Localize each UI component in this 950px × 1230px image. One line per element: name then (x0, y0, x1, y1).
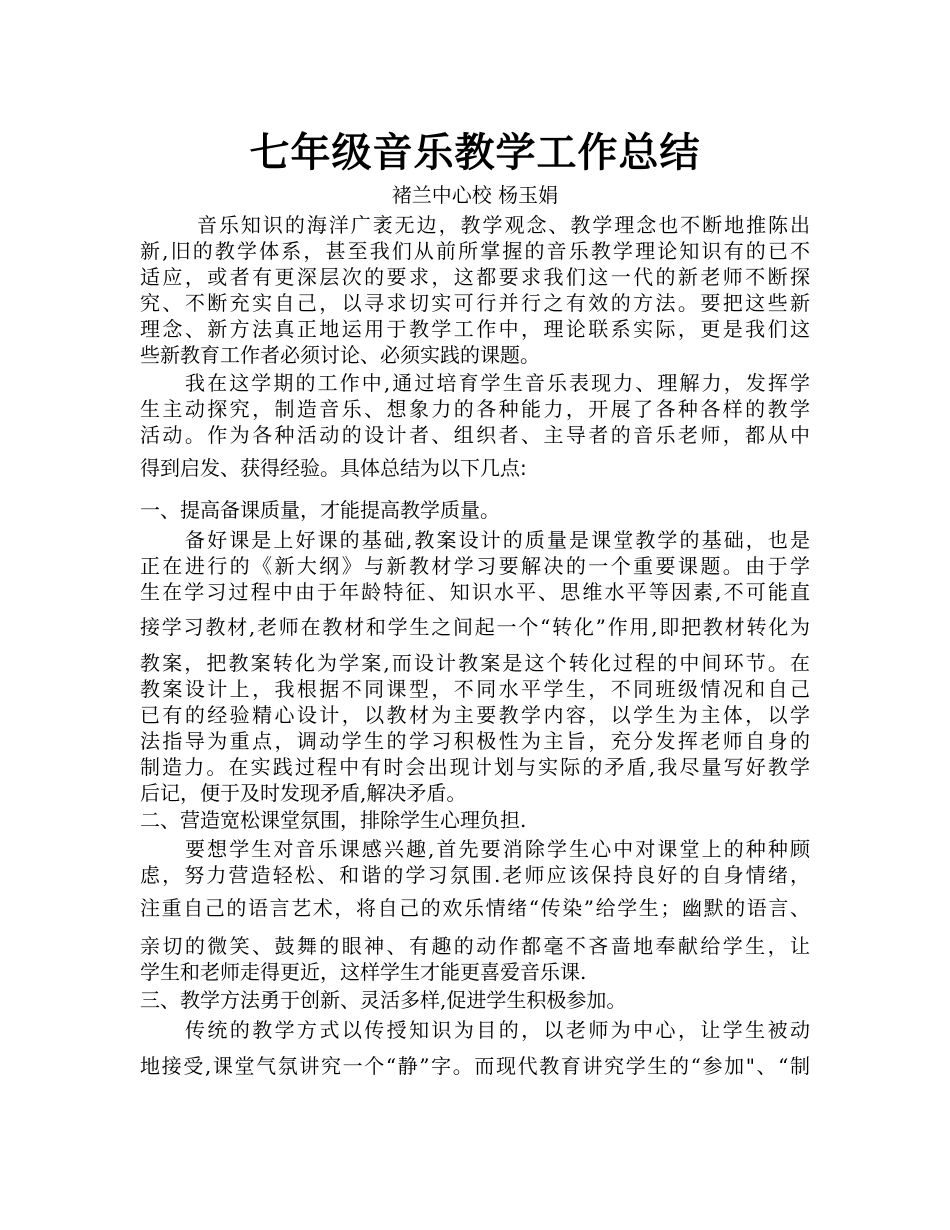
paragraph-line: 地接受,课堂气氛讲究一个“静”字。而现代教育讲究学生的“参加"、“制 (140, 1054, 810, 1078)
paragraph-line: 生主动探究，制造音乐、想象力的各种能力，开展了各种各样的教学 (140, 397, 810, 421)
paragraph-line: 音乐知识的海洋广袤无边，教学观念、教学理念也不断地推陈出 (197, 213, 810, 237)
paragraph-line: 究、不断充实自己，以寻求切实可行并行之有效的方法。要把这些新 (140, 291, 810, 315)
section-heading: 一、提高备课质量，才能提高教学质量。 (140, 498, 500, 522)
document-title: 七年级音乐教学工作总结 (249, 129, 701, 176)
paragraph-line: 备好课是上好课的基础,教案设计的质量是课堂教学的基础，也是 (185, 528, 810, 552)
paragraph-line: 些新教育工作者必须讨论、必须实践的课题。 (140, 343, 540, 367)
paragraph-line: 已有的经验精心设计，以教材为主要教学内容，以学生为主体，以学 (140, 703, 810, 727)
paragraph-line: 要想学生对音乐课感兴趣,首先要消除学生心中对课堂上的种种顾 (185, 837, 810, 861)
section-heading: 三、教学方法勇于创新、灵活多样,促进学生积极参加。 (140, 988, 627, 1012)
paragraph-line: 传统的教学方式以传授知识为目的，以老师为中心，让学生被动 (185, 1018, 810, 1042)
paragraph-line: 适应，或者有更深层次的要求，这都要求我们这一代的新老师不断探 (140, 265, 810, 289)
paragraph-line: 得到启发、获得经验。具体总结为以下几点: (140, 456, 527, 480)
paragraph-line: 教案，把教案转化为学案,而设计教案是这个转化过程的中间环节。在 (140, 651, 810, 675)
paragraph-line: 新,旧的教学体系，甚至我们从前所掌握的音乐教学理论知识有的已不 (140, 239, 810, 263)
document-author: 褚兰中心校 杨玉娟 (391, 183, 559, 207)
paragraph-line: 学生和老师走得更近，这样学生才能更喜爱音乐课. (140, 960, 587, 984)
paragraph-line: 注重自己的语言艺术，将自己的欢乐情绪“传染”给学生；幽默的语言、 (140, 896, 810, 920)
paragraph-line: 活动。作为各种活动的设计者、组织者、主导者的音乐老师，都从中 (140, 423, 810, 447)
paragraph-line: 生在学习过程中由于年龄特征、知识水平、思维水平等因素,不可能直 (140, 580, 810, 604)
paragraph-line: 法指导为重点，调动学生的学习积极性为主旨，充分发挥老师自身的 (140, 729, 810, 753)
paragraph-line: 虑，努力营造轻松、和谐的学习氛围.老师应该保持良好的自身情绪， (140, 863, 810, 887)
paragraph-line: 亲切的微笑、鼓舞的眼神、有趣的动作都毫不吝啬地奉献给学生，让 (140, 934, 810, 958)
paragraph-line: 后记，便于及时发现矛盾,解决矛盾。 (140, 781, 467, 805)
paragraph-line: 教案设计上，我根据不同课型，不同水平学生，不同班级情况和自己 (140, 677, 810, 701)
paragraph-line: 制造力。在实践过程中有时会出现计划与实际的矛盾,我尽量写好教学 (140, 755, 810, 779)
paragraph-line: 接学习教材,老师在教材和学生之间起一个“转化”作用,即把教材转化为 (140, 615, 810, 639)
section-heading: 二、营造宽松课堂氛围，排除学生心理负担. (140, 808, 527, 832)
paragraph-line: 理念、新方法真正地运用于教学工作中，理论联系实际，更是我们这 (140, 317, 810, 341)
paragraph-line: 正在进行的《新大纲》与新教材学习要解决的一个重要课题。由于学 (140, 554, 810, 578)
paragraph-line: 我在这学期的工作中,通过培育学生音乐表现力、理解力，发挥学 (185, 371, 810, 395)
